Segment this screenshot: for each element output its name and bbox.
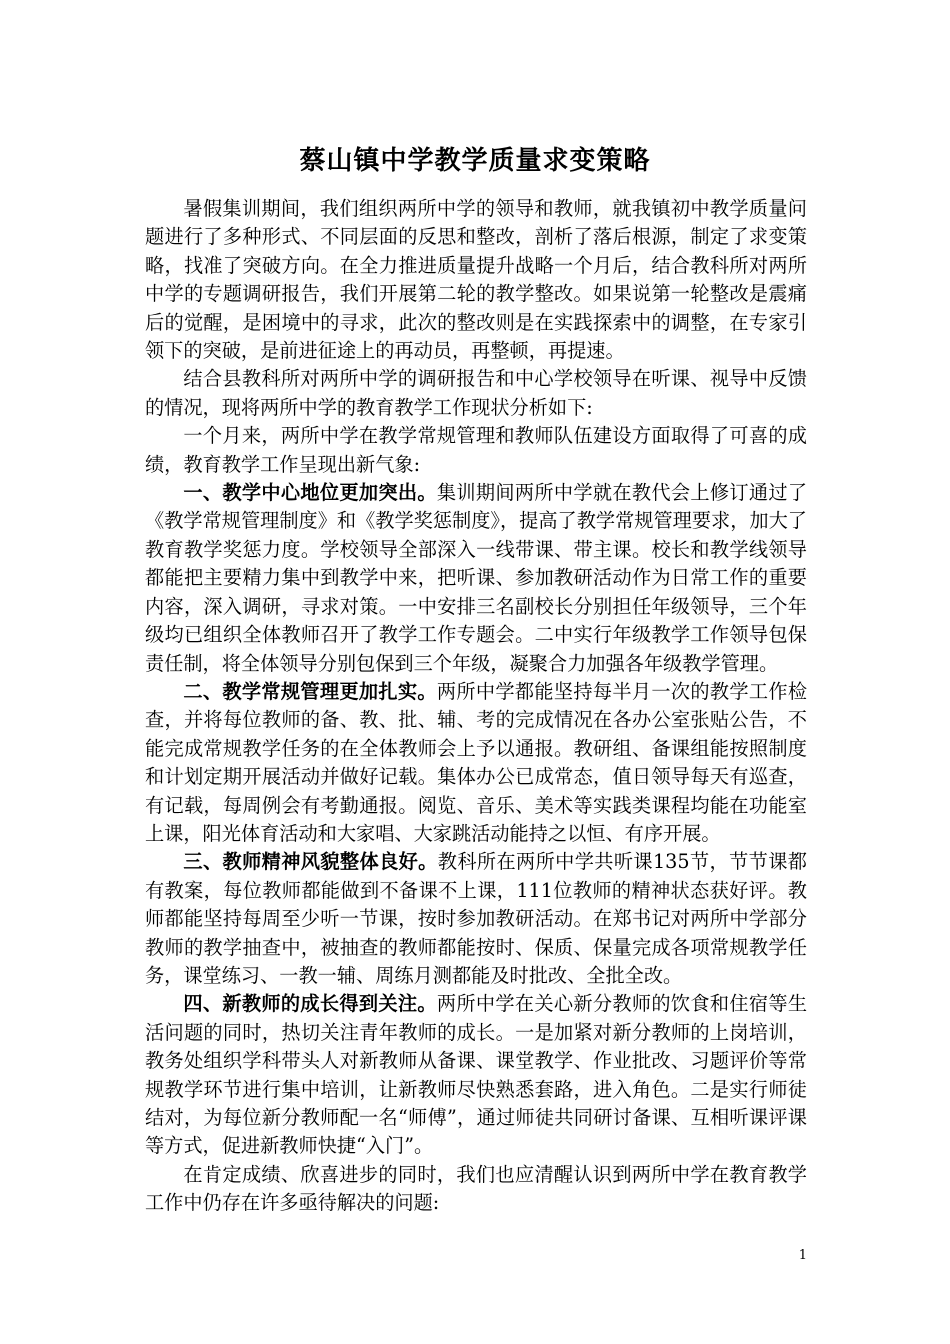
paragraph-point-2 [145,678,807,848]
section-heading: 二、教学常规管理更加扎实。 [183,679,437,703]
paragraph-problems-lead [145,1161,807,1218]
paragraph-text: 教科所在两所中学共听课135节，节节课都有教案，每位教师都能做到不备课不上课，111位教师的精神状态获好评。教师都能坚持每周至少听一节课，按时参加教研活动。在郑书记对两所中学部分教师的教学抽查中，被抽查的教师都能按时、保质、保量完成各项常规教学任务，课堂练习、一教一辅、周练月测都能及时批改、全批全改。 [145,850,807,987]
paragraph-text: 两所中学都能坚持每半月一次的教学工作检查，并将每位教师的备、教、批、辅、考的完成情况在各办公室张贴公告，不能完成常规教学任务的在全体教师会上予以通报。教研组、备课组能按照制度和计划定期开展活动并做好记载。集体办公已成常态，值日领导每天有巡查，有记载，每周例会有考勤通报。阅览、音乐、美术等实践类课程均能在功能室上课，阳光体育活动和大家唱、大家跳活动能持之以恒、有序开展。 [145,679,808,845]
paragraph-point-3 [145,848,807,990]
section-heading: 一、教学中心地位更加突出。 [183,481,437,505]
paragraph-intro [145,195,807,365]
paragraph-text: 两所中学在关心新分教师的饮食和住宿等生活问题的同时，热切关注青年教师的成长。一是加紧对新分教师的上岗培训，教务处组织学科带头人对新教师从备课、课堂教学、作业批改、习题评价等常规教学环节进行集中培训，让新教师尽快熟悉套路，进入角色。二是实行师徒结对，为每位新分教师配一名“师傅”，通过师徒共同研讨备课、互相听课评课等方式，促进新教师快捷“入门”。 [145,992,808,1158]
paragraph-text: 一个月来，两所中学在教学常规管理和教师队伍建设方面取得了可喜的成绩，教育教学工作呈现出新气象: [145,424,807,476]
paragraph-analysis-lead [145,365,807,422]
paragraph-text: 结合县教科所对两所中学的调研报告和中心学校领导在听课、视导中反馈的情况，现将两所中学的教育教学工作现状分析如下: [145,367,807,419]
paragraph-text: 在肯定成绩、欣喜进步的同时，我们也应清醒认识到两所中学在教育教学工作中仍存在许多亟待解决的问题: [145,1162,807,1215]
paragraph-point-4 [145,990,807,1160]
document-body [145,195,807,1218]
paragraph-text: 集训期间两所中学就在教代会上修订通过了《教学常规管理制度》和《教学奖惩制度》，提高了教学常规管理要求，加大了教育教学奖惩力度。学校领导全部深入一线带课、带主课。校长和教学线领导都能把主要精力集中到教学中来，把听课、参加教研活动作为日常工作的重要内容，深入调研，寻求对策。一中安排三名副校长分别担任年级领导，三个年级均已组织全体教师召开了教学工作专题会。二中实行年级教学工作领导包保责任制，将全体领导分别包保到三个年级，凝聚合力加强各年级教学管理。 [145,481,808,675]
paragraph-achievements-lead [145,422,807,479]
page-number: 1 [798,1248,807,1263]
section-heading: 四、新教师的成长得到关注。 [183,992,437,1016]
document-title: 蔡山镇中学教学质量求变策略 [299,146,651,176]
paragraph-text: 暑假集训期间，我们组织两所中学的领导和教师，就我镇初中教学质量问题进行了多种形式、不同层面的反思和整改，剖析了落后根源，制定了求变策略，找准了突破方向。在全力推进质量提升战略一个月后，结合教科所对两所中学的专题调研报告，我们开展第二轮的教学整改。如果说第一轮整改是震痛后的觉醒，是困境中的寻求，此次的整改则是在实践探索中的调整，在专家引领下的突破，是前进征途上的再动员，再整顿，再提速。 [145,197,807,363]
paragraph-point-1 [145,479,807,678]
section-heading: 三、教师精神风貌整体良好。 [183,850,438,874]
